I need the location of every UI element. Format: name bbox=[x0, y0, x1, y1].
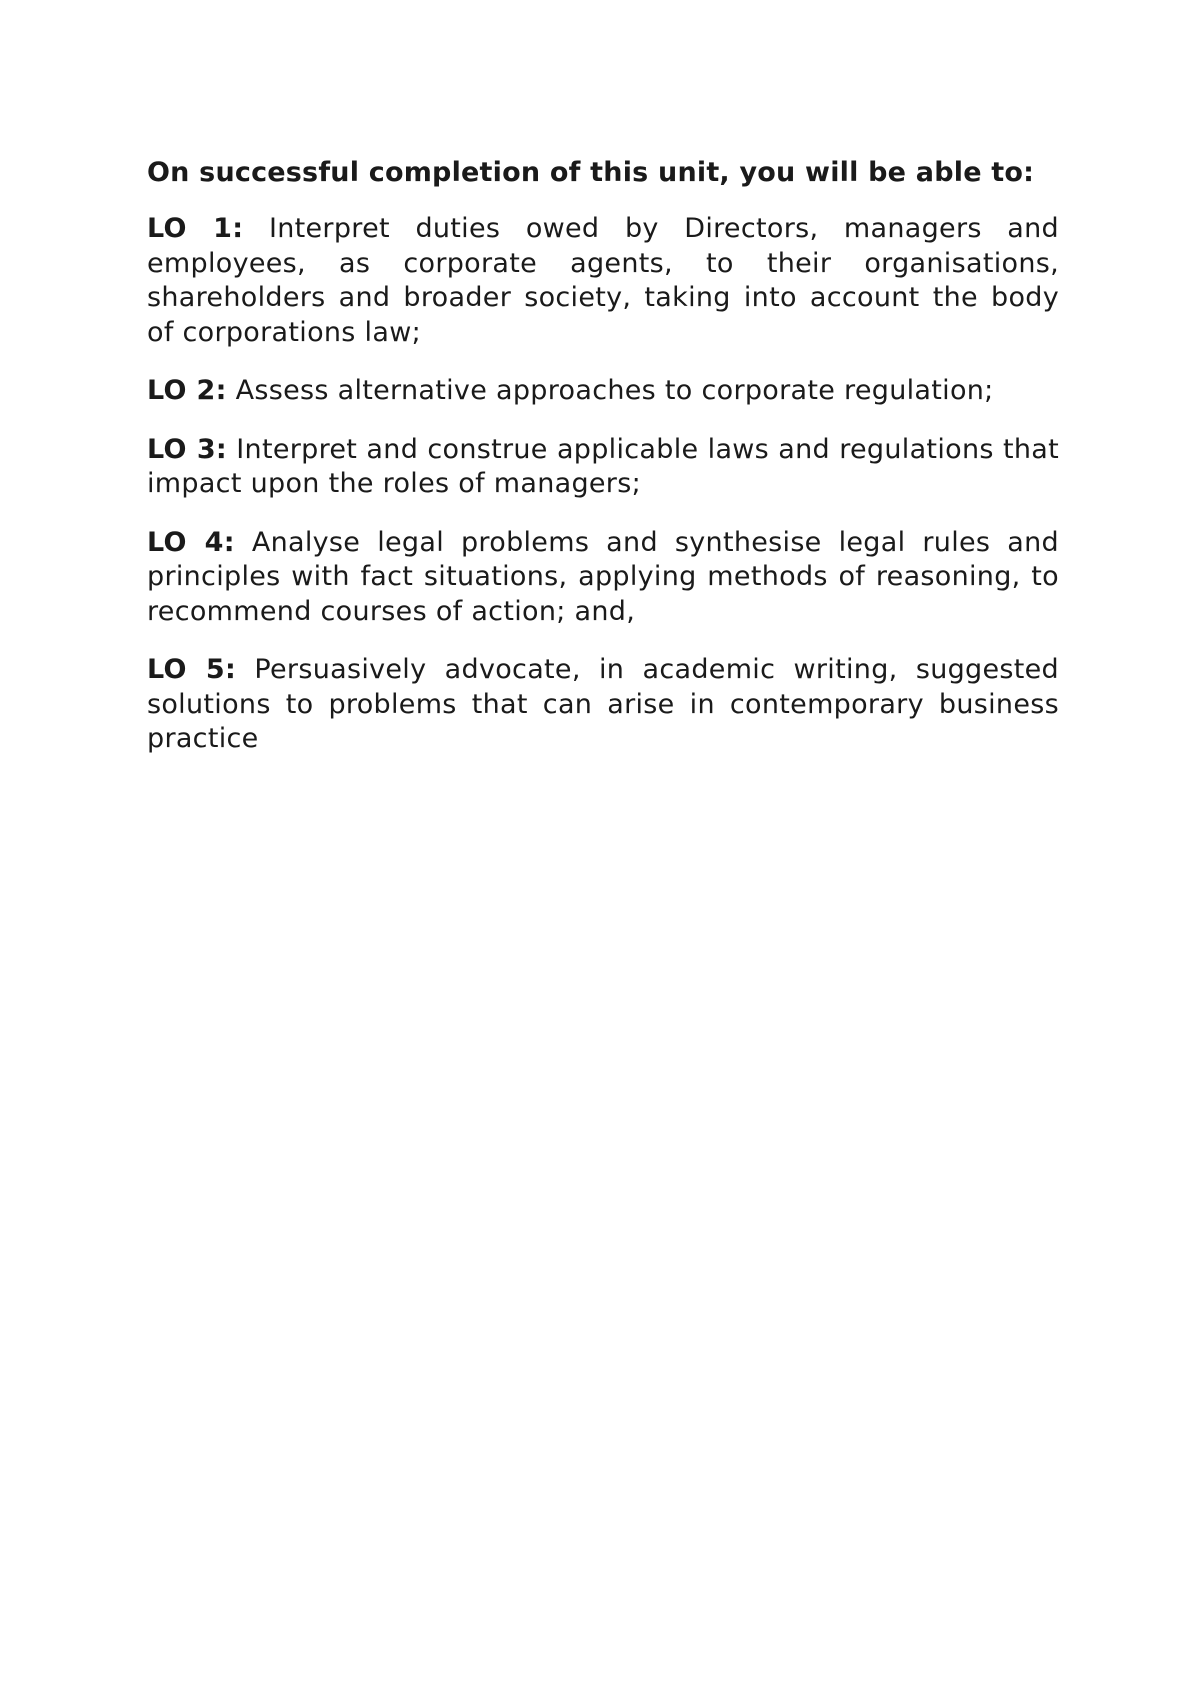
outcome-text: Interpret and construe applicable laws and regulations that impact upon the roles of managers; bbox=[147, 433, 1059, 499]
outcome-text: Assess alternative approaches to corporate regulation; bbox=[235, 375, 994, 406]
outcome-label: LO 3: bbox=[147, 433, 228, 465]
learning-outcome-4 bbox=[147, 526, 1059, 630]
learning-outcome-1 bbox=[147, 212, 1059, 350]
outcome-label: LO 1: bbox=[147, 213, 244, 244]
outcome-text: Persuasively advocate, in academic writing, suggested solutions to problems that can arise in contemporary business practice bbox=[147, 654, 1059, 754]
learning-outcome-2 bbox=[147, 374, 1059, 409]
intro-heading: On successful completion of this unit, you will be able to: bbox=[147, 157, 1035, 188]
outcome-label: LO 5: bbox=[147, 654, 237, 685]
outcome-text: Analyse legal problems and synthesise legal rules and principles with fact situations, applying methods of reasoning, to recommend courses of action; and, bbox=[147, 526, 1059, 627]
learning-outcomes-list bbox=[147, 212, 1059, 757]
outcome-label: LO 2: bbox=[147, 375, 227, 406]
outcome-label: LO 4: bbox=[147, 526, 235, 558]
learning-outcome-3 bbox=[147, 433, 1059, 502]
outcome-text: Interpret duties owed by Directors, managers and employees, as corporate agents, to their organisations, shareholders and broader society, taking into account the body of corporations law; bbox=[147, 213, 1059, 348]
learning-outcome-5 bbox=[147, 653, 1059, 757]
document-page bbox=[147, 156, 1059, 781]
